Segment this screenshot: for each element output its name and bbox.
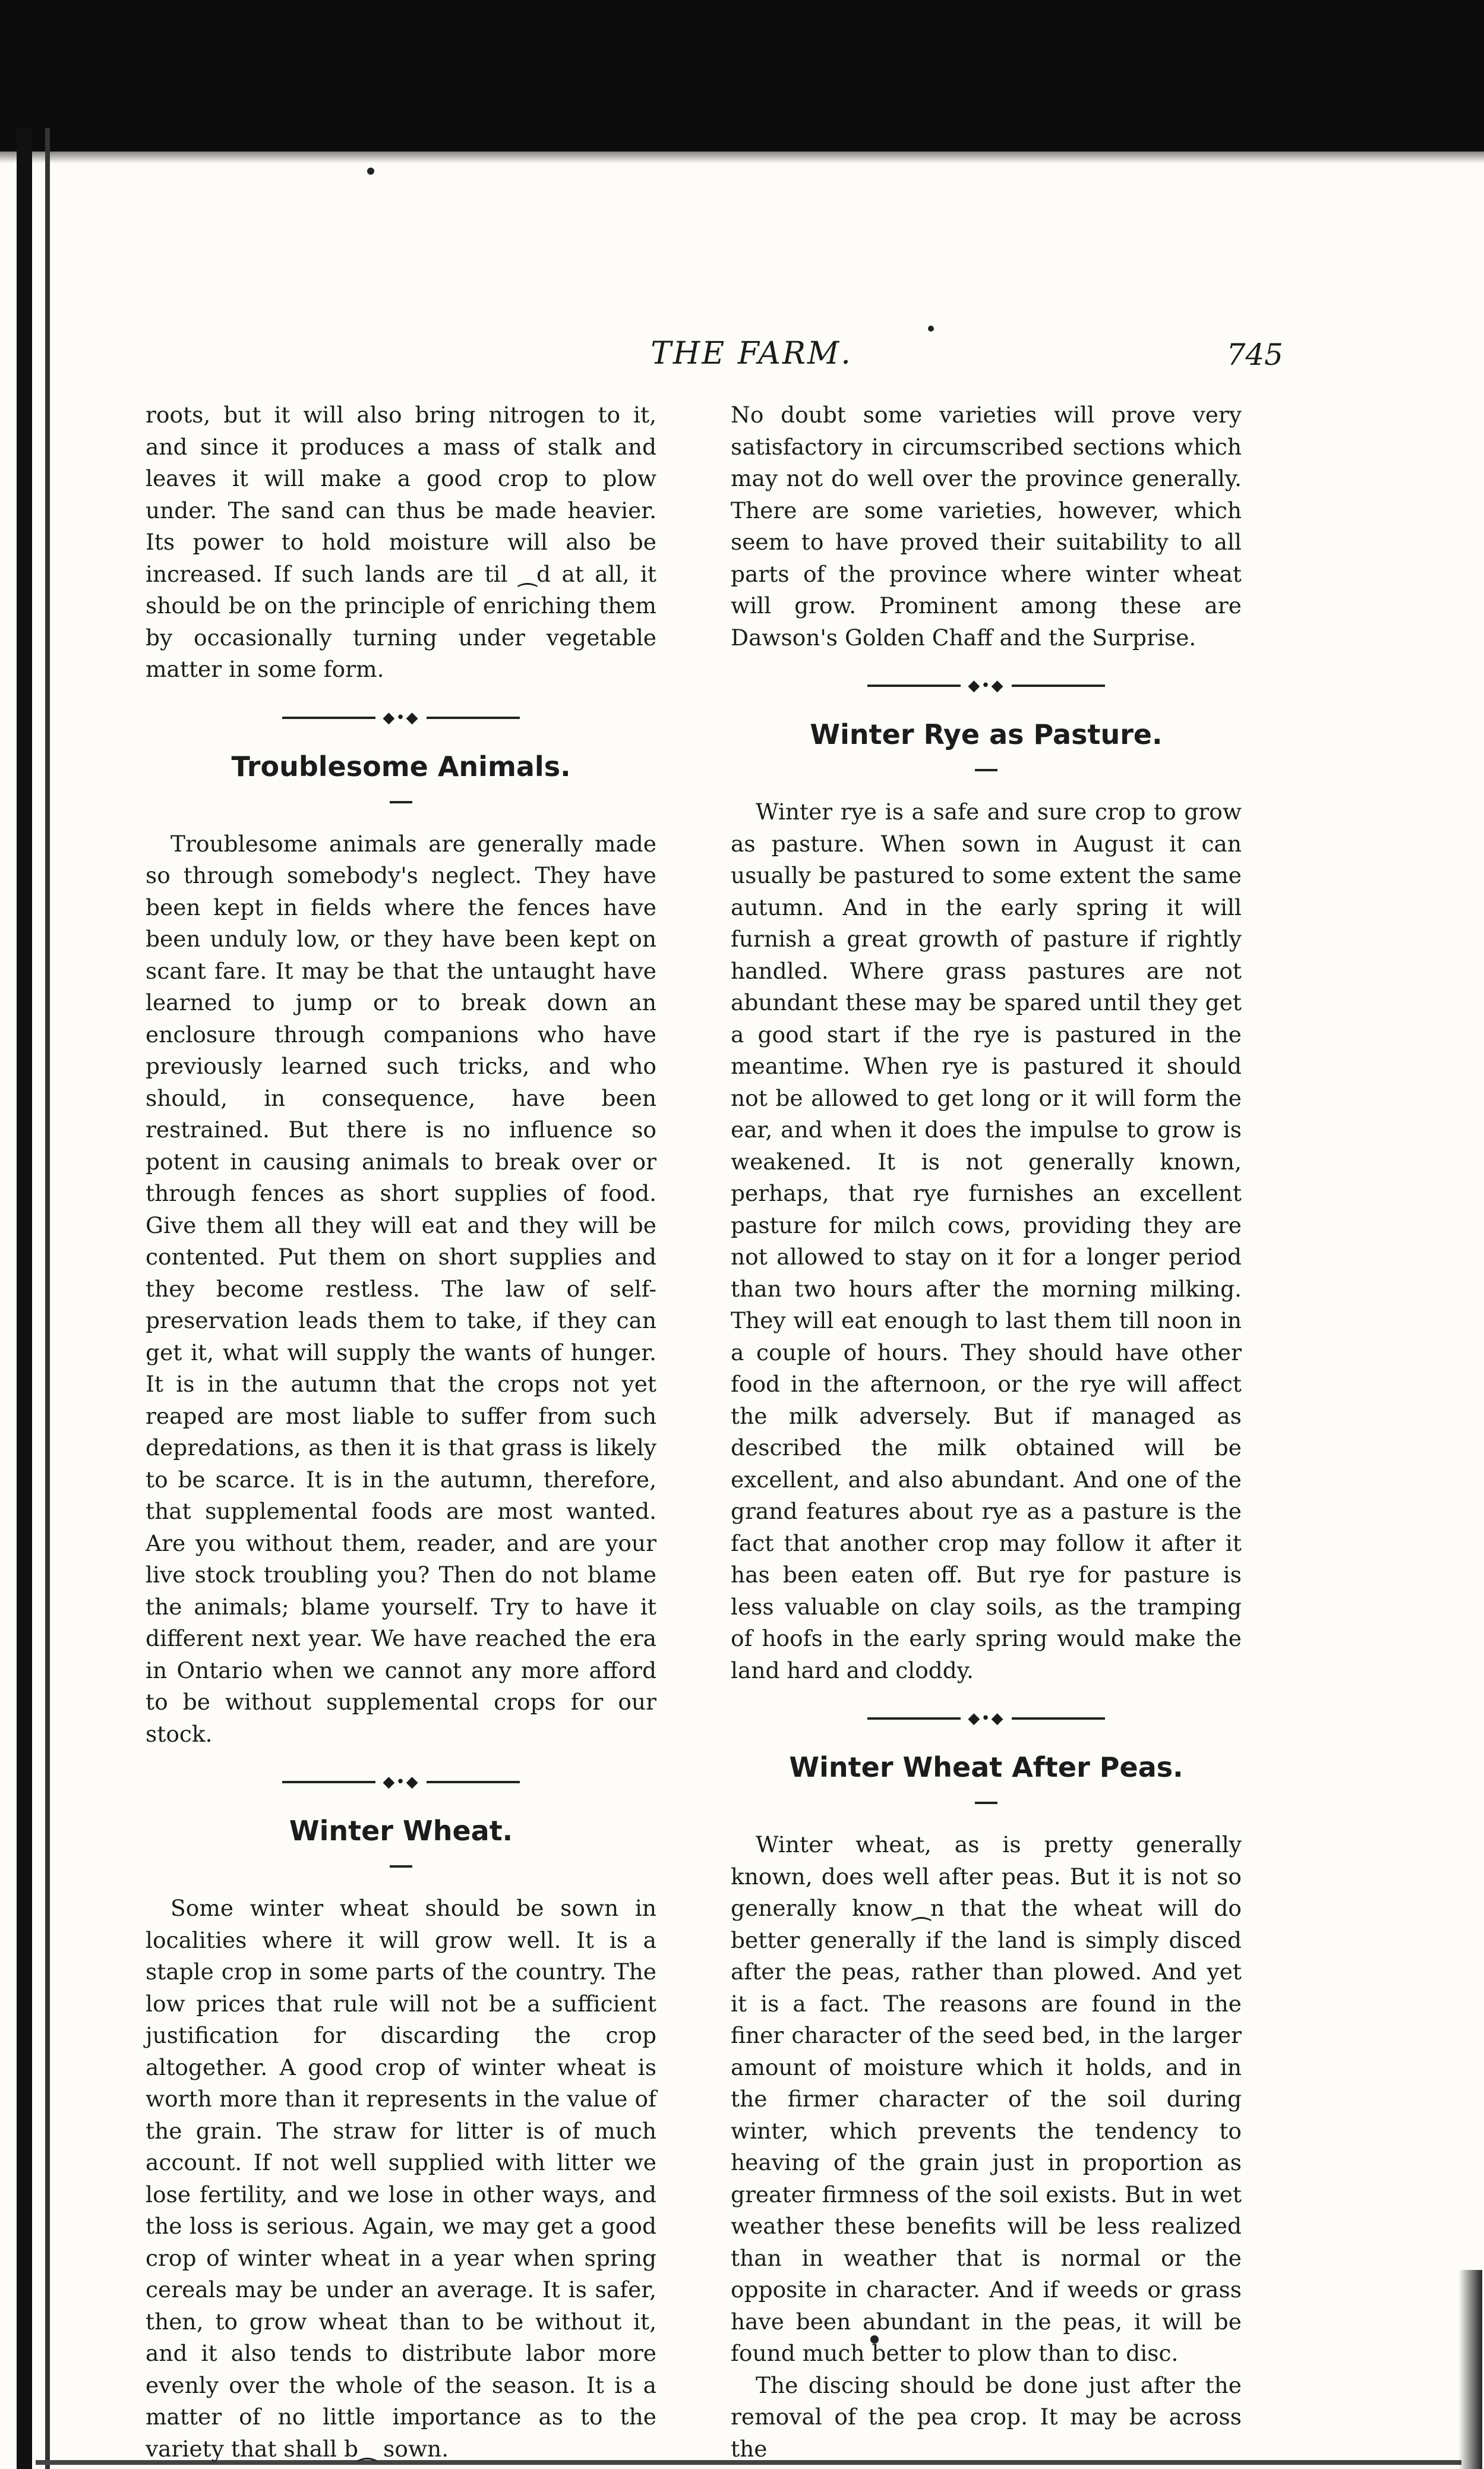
divider-ornament: ◆•◆ <box>375 707 427 729</box>
article-body-winter-wheat-after-peas: Winter wheat, as is pretty generally known, does well after peas. But it is not so generally know⁔n that the wheat will do better generally if the land is simply disced after the peas, rather than plowed. And yet it is a fact. The reasons are found in the finer character of the seed bed, in the larger amount of moisture which it holds, and in the firmer character of the soil during winter, which prevents the tendency to heaving of the grain just in proportion as greater firmness of the soil exists. But in wet weather these benefits will be less realized than in weather that is normal or the opposite in character. And if weeds or grass have been abundant in the peas, it will be found much better to plow than to disc. <box>731 1831 1242 2366</box>
article-body-troublesome-animals: Troublesome animals are generally made so through somebody's neglect. They have been kept in fields where the fences have been unduly low, or they have been kept on scant fare. It may be that the untaught have learned to jump or to break down an enclosure through companions who have previously learned such tricks, and who should, in consequence, have been restrained. But there is no influence so potent in causing animals to break over or through fences as short supplies of food. Give them all they will eat and they will be contented. Put them on short supplies and they become restless. The law of self-preservation leads them to take, if they can get it, what will supply the wants of hunger. It is in the autumn that the crops not yet reaped are most liable to suffer from such depredations, as then it is that grass is likely to be scarce. It is in the autumn, therefore, that supplemental foods are most wanted. Are you without them, reader, and are your live stock troubling you? Then do not blame the animals; blame yourself. Try to have it different next year. We have reached the era in Ontario when we cannot any more afford to be without supplemental crops for our stock. <box>146 830 656 1747</box>
section-divider <box>282 1773 520 1791</box>
running-head: THE FARM. <box>651 336 852 371</box>
article-body-winter-wheat-after-peas-continued: The discing should be done just after the removal of the pea crop. It may be across the <box>731 2372 1242 2462</box>
article-body-winter-wheat: Some winter wheat should be sown in localities where it will grow well. It is a staple crop in some parts of the country. The low prices that rule will not be a sufficient justification for discarding the crop altogether. A good crop of winter wheat is worth more than it represents in the value of the grain. The straw for litter is of much account. If not well supplied with litter we lose fertility, and we lose in other ways, and the loss is serious. Again, we may get a good crop of winter wheat in a year when spring cereals may be under an average. It is safer, then, to grow wheat than to be without it, and it also tends to distribute labor more evenly over the whole of the season. It is a matter of no little importance as to the variety that shall b⁔ sown. <box>146 1895 656 2462</box>
scan-left-border-inner <box>45 128 50 2469</box>
page-number: 745 <box>1226 338 1283 372</box>
right-column <box>731 399 1242 2465</box>
divider-ornament: ◆•◆ <box>961 675 1012 696</box>
section-heading-winter-wheat-after-peas: Winter Wheat After Peas. <box>789 1751 1183 1783</box>
left-column <box>146 399 656 2465</box>
divider-ornament: ◆•◆ <box>375 1771 427 1793</box>
section-divider <box>867 677 1105 695</box>
section-heading-winter-wheat: Winter Wheat. <box>289 1815 513 1847</box>
scan-speck <box>367 168 374 175</box>
scan-right-smudge <box>1458 2270 1482 2469</box>
divider-ornament: ◆•◆ <box>961 1708 1012 1729</box>
scan-speck <box>928 326 934 332</box>
continuation-paragraph: roots, but it will also bring nitrogen to it, and since it produces a mass of stalk and leaves it will make a good crop to plow under. The sand can thus be made heavier. Its power to hold moisture will also be increased. If such lands are til ⁔d at all, it should be on the principle of enriching them by occasionally turning under vegetable matter in some form. <box>146 402 656 682</box>
scan-left-border <box>17 128 32 2469</box>
section-divider <box>282 708 520 727</box>
section-heading-troublesome-animals: Troublesome Animals. <box>231 750 571 783</box>
scan-top-border <box>0 0 1484 152</box>
section-divider <box>867 1710 1105 1727</box>
continuation-paragraph: No doubt some varieties will prove very satisfactory in circumscribed sections which may not do well over the province generally. There are some varieties, however, which seem to have proved their suitability to all parts of the province where winter wheat will grow. Prominent among these are Dawson's Golden Chaff and the Surprise. <box>731 402 1242 651</box>
article-body-winter-rye: Winter rye is a safe and sure crop to grow as pasture. When sown in August it can usually be pastured to some extent the same autumn. And in the early spring it will furnish a great growth of pasture if rightly handled. Where grass pastures are not abundant these may be spared until they get a good start if the rye is pastured in the meantime. When rye is pastured it should not be allowed to get long or it will form the ear, and when it does the impulse to grow is weakened. It is not generally known, perhaps, that rye furnishes an excellent pasture for milch cows, providing they are not allowed to stay on it for a longer period than two hours after the morning milking. They will eat enough to last them till noon in a couple of hours. They should have other food in the afternoon, or the rye will affect the milk adversely. But if managed as described the milk obtained will be excellent, and also abundant. And one of the grand features about rye as a pasture is the fact that another crop may follow it after it has been eaten off. But rye for pasture is less valuable on clay soils, as the tramping of hoofs in the early spring would make the land hard and cloddy. <box>731 799 1242 1683</box>
section-heading-winter-rye: Winter Rye as Pasture. <box>810 718 1163 751</box>
